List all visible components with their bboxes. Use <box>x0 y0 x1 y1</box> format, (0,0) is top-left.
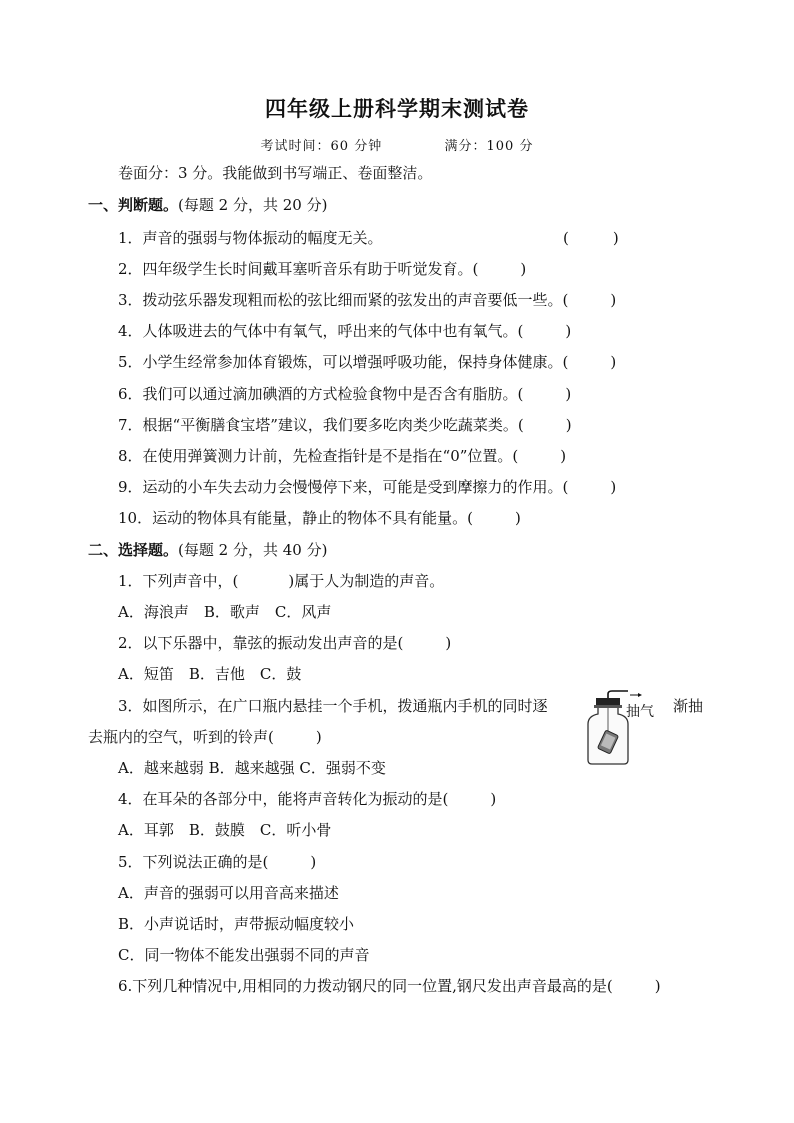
section1-scoring: (每题 2 分，共 20 分) <box>178 196 328 214</box>
judge-item-5[interactable] <box>118 352 616 372</box>
close-paren: ) <box>610 478 617 496</box>
choice-q5-option-a: A．声音的强弱可以用音高来描述 <box>118 884 339 902</box>
section2-header <box>88 540 327 560</box>
question-text: 2．以下乐器中，靠弦的振动发出声音的是( <box>118 634 404 652</box>
item-text: 8．在使用弹簧测力计前，先检查指针是不是指在“0”位置。( <box>118 447 519 465</box>
section2-scoring: (每题 2 分，共 40 分) <box>178 541 328 559</box>
judge-item-7[interactable] <box>118 415 572 435</box>
close-paren: ) <box>610 291 617 309</box>
figure-label: 抽气 <box>626 704 654 720</box>
close-paren: ) <box>565 322 572 340</box>
judge-item-3[interactable] <box>118 290 616 310</box>
close-paren: ) <box>514 509 521 527</box>
close-paren: ) <box>612 229 619 247</box>
item-text: 3．拨动弦乐器发现粗而松的弦比细而紧的弦发出的声音要低一些。( <box>118 291 569 309</box>
question-text: 4．在耳朵的各部分中，能将声音转化为振动的是( <box>118 790 449 808</box>
close-paren: ) <box>654 977 661 995</box>
close-paren: ) <box>565 385 572 403</box>
section2-heading: 二、选择题。 <box>88 541 179 559</box>
choice-q5[interactable] <box>118 852 316 872</box>
exam-time: 考试时间：60 分钟 <box>260 139 383 154</box>
judge-item-9[interactable] <box>118 477 616 497</box>
answer-blank-1[interactable] <box>563 228 619 248</box>
choice-q6[interactable] <box>118 976 661 996</box>
close-paren: ) <box>610 353 617 371</box>
choice-q3-options: A．越来越弱 B．越来越强 C．强弱不变 <box>118 759 386 777</box>
judge-item-2[interactable] <box>118 259 526 279</box>
page-title: 四年级上册科学期末测试卷 <box>265 96 529 121</box>
air-tube <box>608 691 628 698</box>
choice-q2-options: A．短笛 B．吉他 C．鼓 <box>118 665 302 683</box>
close-paren: ) <box>560 447 567 465</box>
choice-q3-line2[interactable] <box>88 727 322 747</box>
choice-q2[interactable] <box>118 633 451 653</box>
choice-q4-options: A．耳郭 B．鼓膜 C．听小骨 <box>118 821 332 839</box>
neatness-note: 卷面分：3 分。我能做到书写端正、卷面整洁。 <box>118 164 433 182</box>
choice-q1[interactable] <box>118 571 444 591</box>
question-text: 5．下列说法正确的是( <box>118 853 269 871</box>
choice-q1-options: A．海浪声 B．歌声 C．风声 <box>118 603 332 621</box>
close-paren: ) <box>565 416 572 434</box>
jar-stopper <box>596 698 620 705</box>
exam-meta <box>0 135 794 154</box>
item-text: 4．人体吸进去的气体中有氧气，呼出来的气体中也有氧气。( <box>118 322 524 340</box>
item-text: 6．我们可以通过滴加碘酒的方式检验食物中是否含有脂肪。( <box>118 385 524 403</box>
item-text: 7．根据“平衡膳食宝塔”建议，我们要多吃肉类少吃蔬菜类。( <box>118 416 524 434</box>
judge-item-6[interactable] <box>118 384 571 404</box>
question-text: 1．下列声音中，( <box>118 572 239 590</box>
item-text: 2．四年级学生长时间戴耳塞听音乐有助于听觉发育。( <box>118 260 479 278</box>
jar-phone-figure <box>578 690 670 766</box>
item-text: 1．声音的强弱与物体振动的幅度无关。 <box>118 229 383 247</box>
judge-item-8[interactable] <box>118 446 566 466</box>
section1-heading: 一、判断题。 <box>88 196 179 214</box>
choice-q5-option-c: C．同一物体不能发出强弱不同的声音 <box>118 946 370 964</box>
question-text-tail: )属于人为制造的声音。 <box>288 572 445 590</box>
section1-header <box>88 195 327 215</box>
choice-q5-option-b: B．小声说话时，声带振动幅度较小 <box>118 915 355 933</box>
choice-q4[interactable] <box>118 789 496 809</box>
judge-item-1 <box>118 228 383 248</box>
question-text: 去瓶内的空气，听到的铃声( <box>88 728 274 746</box>
open-paren: ( <box>563 229 569 247</box>
choice-q3-line1: 3．如图所示，在广口瓶内悬挂一个手机，拨通瓶内手机的同时逐 <box>118 697 548 715</box>
choice-q3-line1-end: 渐抽 <box>673 697 704 715</box>
item-text: 5．小学生经常参加体育锻炼，可以增强呼吸功能，保持身体健康。( <box>118 353 569 371</box>
item-text: 9．运动的小车失去动力会慢慢停下来，可能是受到摩擦力的作用。( <box>118 478 569 496</box>
judge-item-4[interactable] <box>118 321 571 341</box>
question-text: 6.下列几种情况中,用相同的力拨动钢尺的同一位置,钢尺发出声音最高的是( <box>118 977 613 995</box>
judge-item-10[interactable] <box>118 508 521 528</box>
full-score: 满分：100 分 <box>444 139 534 154</box>
close-paren: ) <box>490 790 497 808</box>
close-paren: ) <box>310 853 317 871</box>
arrow-head-icon <box>638 693 642 697</box>
close-paren: ) <box>315 728 322 746</box>
close-paren: ) <box>520 260 527 278</box>
jar-lid <box>594 705 622 708</box>
item-text: 10．运动的物体具有能量，静止的物体不具有能量。( <box>118 509 473 527</box>
close-paren: ) <box>445 634 452 652</box>
